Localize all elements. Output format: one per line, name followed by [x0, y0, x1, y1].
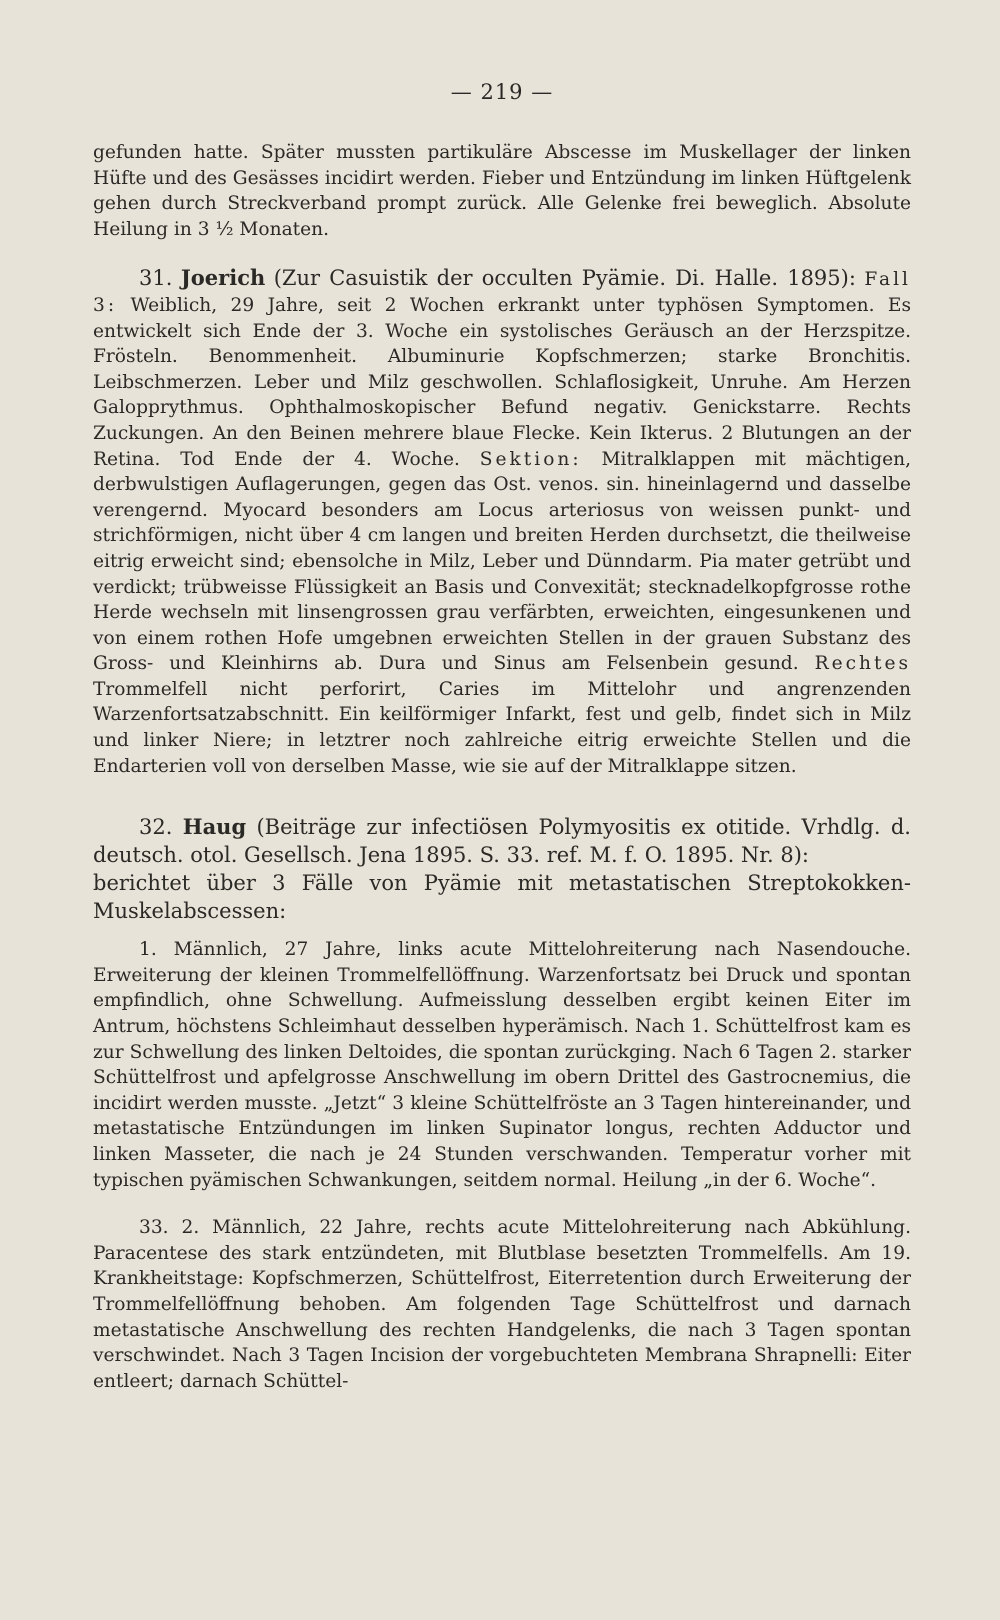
case-33 [93, 1215, 911, 1394]
case-body: Trommelfell nicht perforirt, Caries im Mittelohr und angrenzenden Warzenfortsatzabschnitt. Ein keilförmiger Infarkt, fest und gelb, findet sich in Milz und linker Niere; in letztrer noch zahlreiche eitrig erweichte Stellen und die Endarterien voll von derselben Masse, wie sie auf der Mitralklappe sitzen. [93, 678, 911, 777]
case-body: Weiblich, 29 Jahre, seit 2 Wochen erkrankt unter typhösen Symptomen. Es entwickelt sich Ende der 3. Woche ein systolisches Geräusch an der Herzspitze. Frösteln. Benommenheit. Albuminurie Kopfschmerzen; starke Bronchitis. Leibschmerzen. Leber und Milz geschwollen. Schlaflosigkeit, Unruhe. Am Herzen Galopprythmus. Ophthalmoskopischer Befund negativ. Genickstarre. Rechts Zuckungen. An den Beinen mehrere blaue Flecke. Kein Ikterus. 2 Blutungen an der Retina. Tod Ende der 4. Woche. [93, 294, 911, 470]
case-reference: (Beiträge zur infectiösen Polymyositis ex otitide. Vrhdlg. d. deutsch. otol. Gesellsch. Jena 1895. S. 33. ref. M. f. O. 1895. Nr. 8): [93, 815, 911, 868]
paragraph-continuation: gefunden hatte. Später mussten partikuläre Abscesse im Muskellager der linken Hüfte und des Gesässes incidirt werden. Fieber und Entzündung im linken Hüftgelenk gehen durch Streckverband prompt zurück. Alle Gelenke frei beweglich. Absolute Heilung in 3 ½ Monaten. [93, 142, 911, 240]
case-author: Haug [182, 814, 247, 840]
case-fall-label: Fall 3: [93, 269, 911, 316]
case-31-header [93, 264, 911, 779]
case-body: Mitralklappen mit mächtigen, derbwulstigen Auflagerungen, gegen das Ost. venos. sin. hineinlagernd und dasselbe verengernd. Myocard besonders am Locus arteriosus von weissen punkt- und strichförmigen, nicht über 4 cm langen und breiten Herden durchsetzt, die theilweise eitrig erweicht sind; ebensolche in Milz, Leber und Dünndarm. Pia mater getrübt und verdickt; trübweisse Flüssigkeit an Basis und Convexität; stecknadelkopfgrosse rothe Herde wechseln mit linsengrossen grau verfärbten, erweichten, eingesunkenen und von einem rothen Hofe umgebnen erweichten Stellen in der grauen Substanz des Gross- und Kleinhirns ab. Dura und Sinus am Felsenbein gesund. [93, 448, 911, 675]
page-number: — 219 — [450, 80, 554, 104]
text-column [93, 80, 911, 1394]
case-32-intro: berichtet über 3 Fälle von Pyämie mit metastatischen Streptokokken-Muskelabscessen: [93, 871, 911, 924]
sektion-label: Sektion: [479, 448, 582, 470]
rechtes-label: Rechtes [814, 653, 911, 675]
case-reference: (Zur Casuistik der occulten Pyämie. Di. Halle. 1895): [273, 266, 856, 291]
case-32-subcase-1: 1. Männlich, 27 Jahre, links acute Mittelohreiterung nach Nasendouche. Erweiterung der kleinen Trommelfellöffnung. Warzenfortsatz bei Druck und spontan empfindlich, ohne Schwellung. Aufmeisslung desselben ergibt keinen Eiter im Antrum, höchstens Schleimhaut desselben hyperämisch. Nach 1. Schüttelfrost kam es zur Schwellung des linken Deltoides, die spontan zurückging. Nach 6 Tagen 2. starker Schüttelfrost und apfelgrosse Anschwellung im obern Drittel des Gastrocnemius, die incidirt werden musste. „Jetzt“ 3 kleine Schüttelfröste an 3 Tagen hintereinander, und metastatische Entzündungen im linken Supinator longus, rechten Adductor und linken Masseter, die nach je 24 Stunden verschwanden. Temperatur vorher mit typischen pyämischen Schwankungen, seitdem normal. Heilung „in der 6. Woche“. [93, 939, 911, 1191]
case-number: 32. [139, 815, 173, 840]
case-body: 2. Männlich, 22 Jahre, rechts acute Mittelohreiterung nach Abkühlung. Paracentese des stark entzündeten, mit Blutblase besetzten Trommelfells. Am 19. Krankheitstage: Kopfschmerzen, Schüttelfrost, Eiterretention durch Erweiterung der Trommelfellöffnung behoben. Am folgenden Tage Schüttelfrost und darnach metastatische Anschwellung des rechten Handgelenks, die nach 3 Tagen spontan verschwindet. Nach 3 Tagen Incision der vorgebuchteten Membrana Shrapnelli: Eiter entleert; darnach Schüttel- [93, 1217, 911, 1392]
case-number: 33. [139, 1217, 169, 1239]
case-number: 31. [139, 266, 173, 291]
case-author: Joerich [180, 265, 266, 291]
case-32-header [93, 813, 911, 869]
